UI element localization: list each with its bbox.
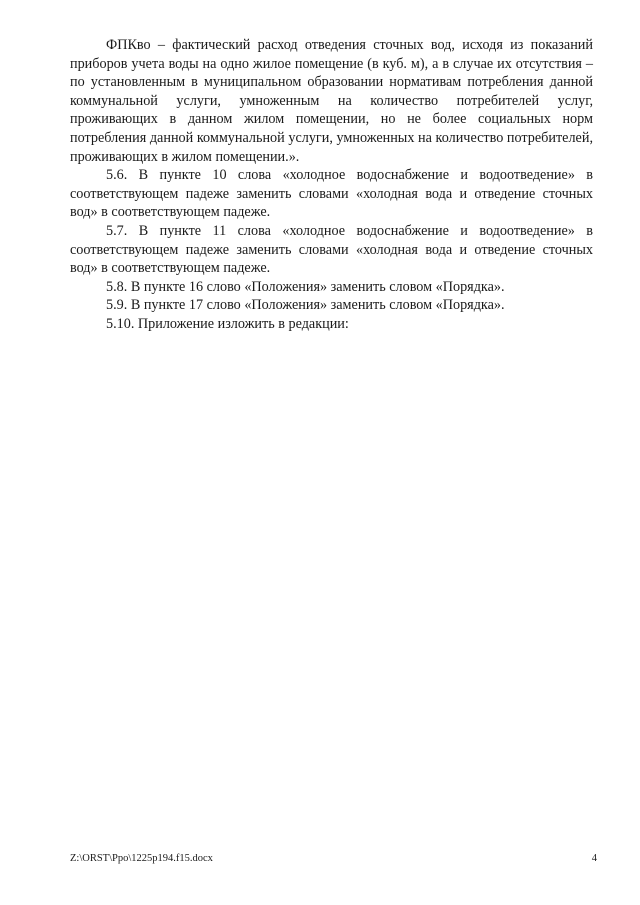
paragraph-5-8: 5.8. В пункте 16 слово «Положения» заменить словом «Порядка». <box>106 278 505 295</box>
document-body <box>70 36 593 334</box>
paragraph-5-6: 5.6. В пункте 10 слова «холодное водоснабжение и водоотведение» в соответствующем падеже заменить словами «холодная вода и отведение сточных вод» в соответствующем падеже. <box>70 167 593 221</box>
paragraph-5-10: 5.10. Приложение изложить в редакции: <box>106 315 349 332</box>
footer-file-path: Z:\ORST\Ppo\1225p194.f15.docx <box>70 853 213 864</box>
paragraph-5-7: 5.7. В пункте 11 слова «холодное водоснабжение и водоотведение» в соответствующем падеже заменить словами «холодная вода и отведение сточных вод» в соответствующем падеже. <box>70 222 593 277</box>
page-number: 4 <box>591 853 597 864</box>
paragraph-5-9: 5.9. В пункте 17 слово «Положения» заменить словом «Порядка». <box>106 297 505 314</box>
paragraph-fpkvo-definition: ФПКво – фактический расход отведения сточных вод, исходя из показаний приборов учета воды на одно жилое помещение (в куб. м), а в случае их отсутствия – по установленным в муниципальном образовании нормативам потребления данной коммунальной услуги, умноженным на количество потребителей услуг, проживающих в данном жилом помещении, но не более социальных норм потребления данной коммунальной услуги, умноженных на количество потребителей, проживающих в жилом помещении.». <box>70 37 593 165</box>
